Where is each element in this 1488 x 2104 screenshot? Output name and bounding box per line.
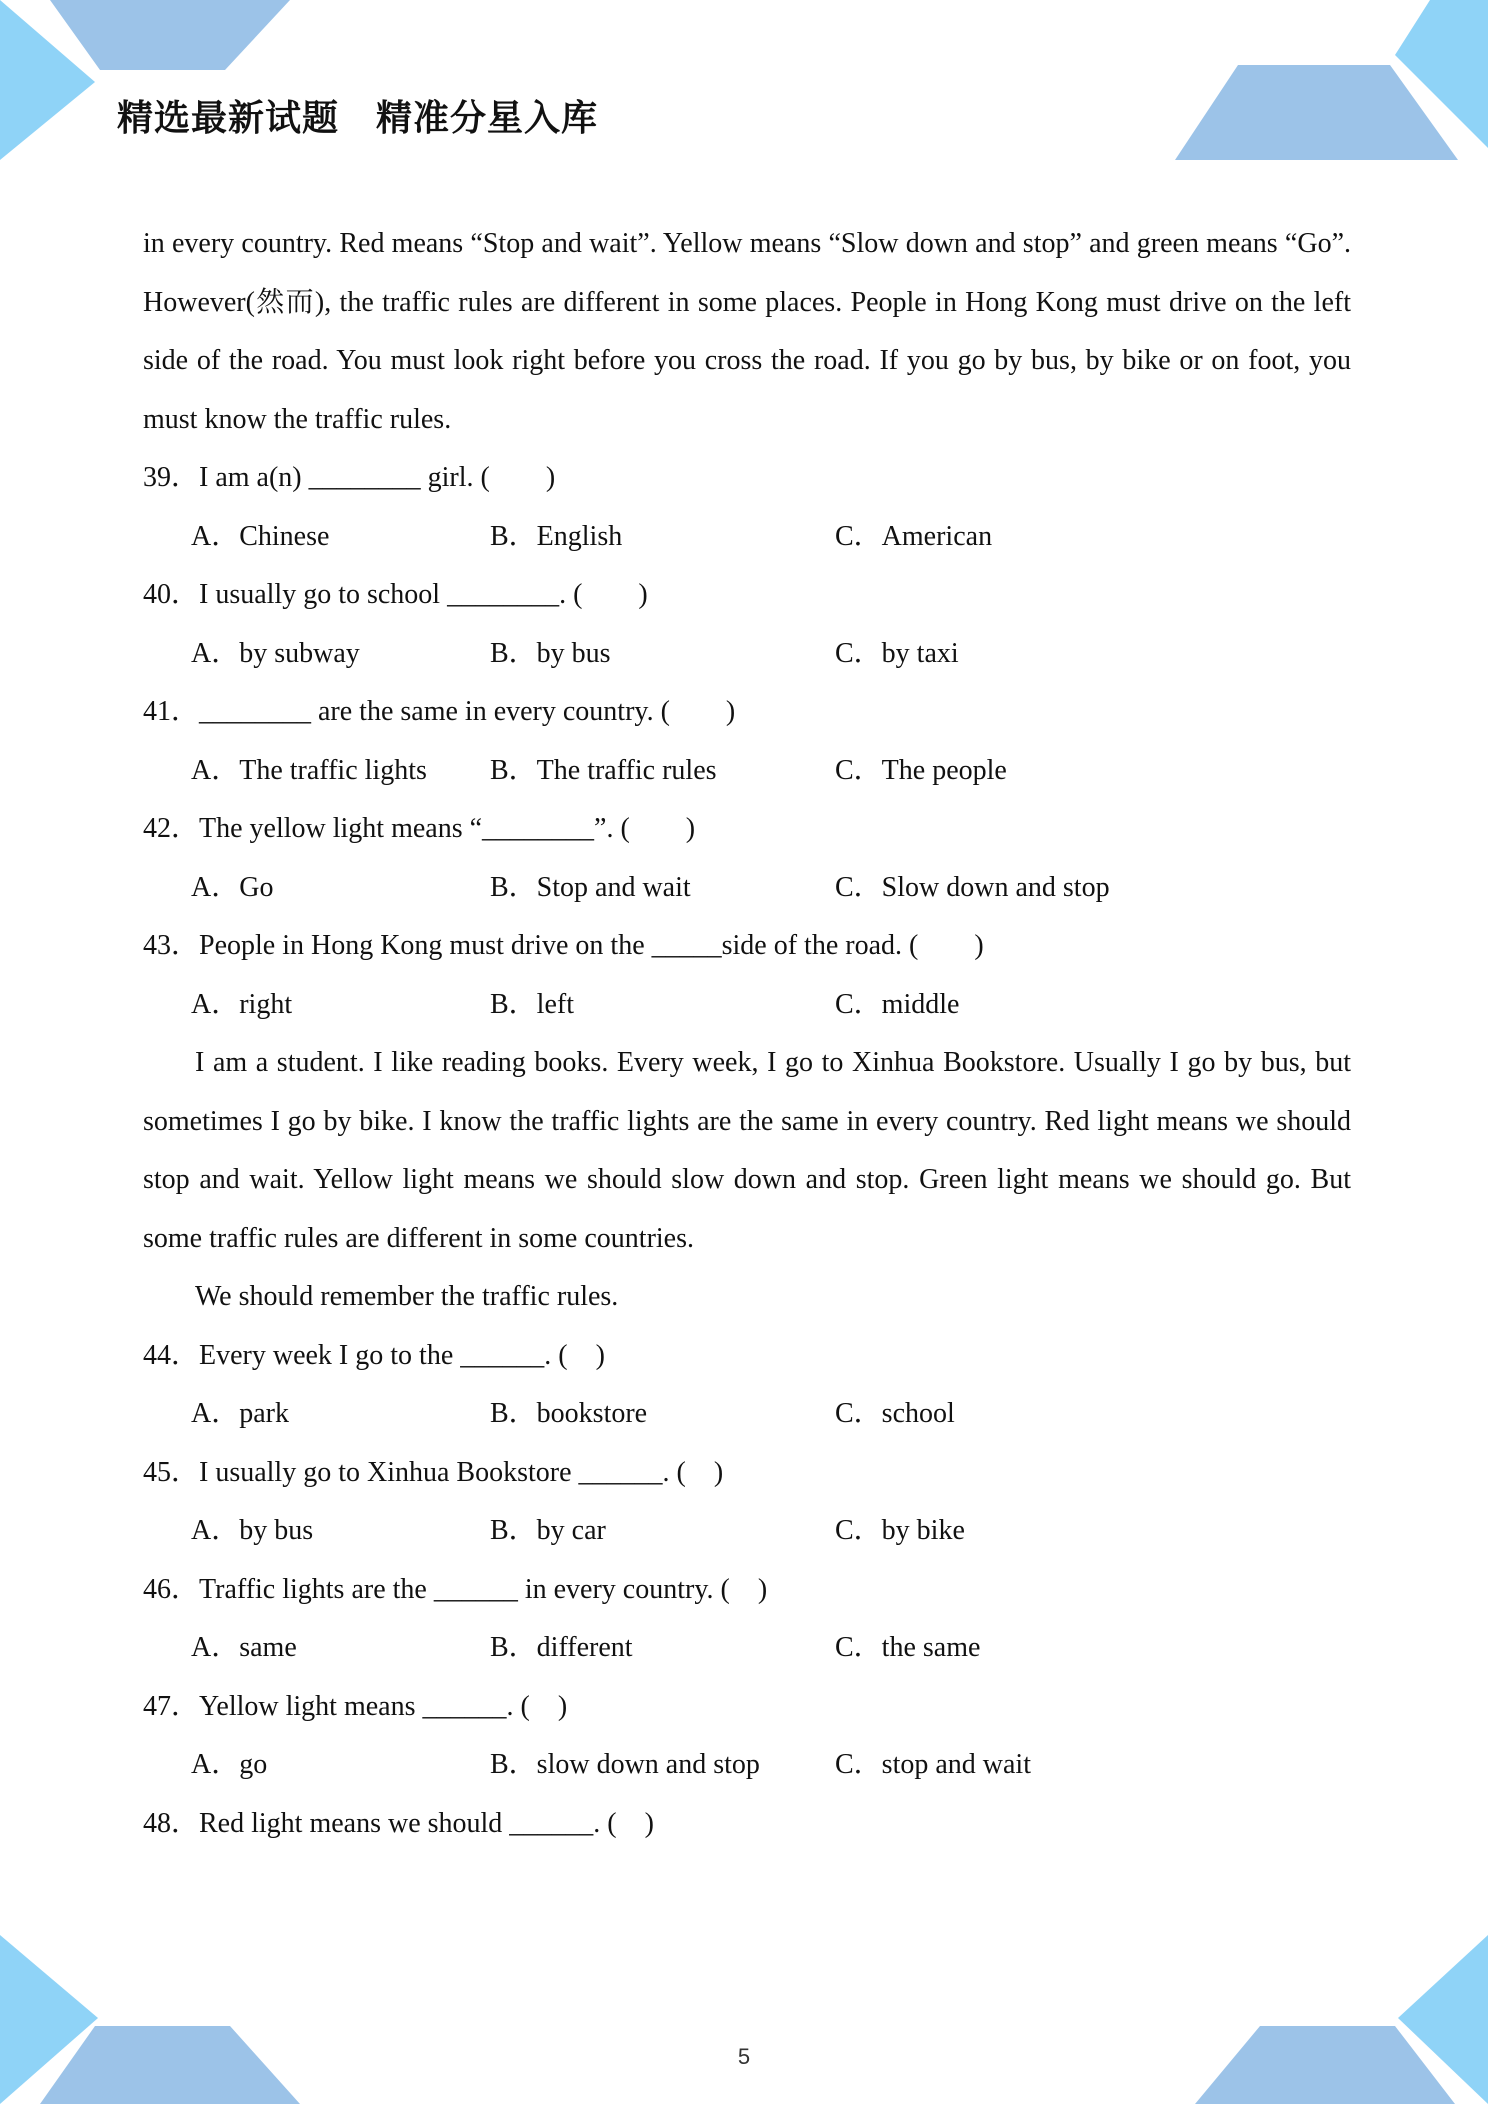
option-a: A．Chinese: [191, 520, 330, 552]
option-b: B．slow down and stop: [490, 1749, 760, 1780]
option-c: C．The people: [835, 754, 1007, 786]
option-b: B．by bus: [490, 637, 611, 669]
option-b: B．bookstore: [490, 1398, 648, 1429]
header-title: 精选最新试题 精准分星入库: [117, 98, 599, 139]
question-stem: 42．The yellow light means “________”. ( ): [143, 813, 696, 844]
page-content: [143, 215, 1351, 1853]
question-46: [143, 1561, 1351, 1678]
option-c: C．school: [835, 1398, 955, 1429]
top-right-trapezoid: [1175, 65, 1458, 160]
option-b: B．by car: [490, 1515, 606, 1546]
option-c: C．American: [835, 520, 993, 552]
options-row: [143, 1502, 1351, 1561]
option-b: B．different: [490, 1632, 633, 1663]
question-stem: 40．I usually go to school ________. ( ): [143, 579, 648, 610]
question-45: [143, 1444, 1351, 1561]
question-stem: 44．Every week I go to the ______. ( ): [143, 1339, 605, 1371]
option-a: A．right: [191, 988, 293, 1020]
option-c: C．by bike: [835, 1515, 965, 1546]
top-left-trapezoid: [50, 0, 290, 70]
question-stem: 48．Red light means we should ______. ( ): [143, 1807, 654, 1839]
question-43: [143, 917, 1351, 1034]
option-a: A．The traffic lights: [191, 754, 427, 786]
option-a: A．Go: [191, 871, 274, 903]
options-row: [143, 742, 1351, 801]
options-row: [143, 859, 1351, 918]
options-row: [143, 976, 1351, 1035]
question-40: [143, 566, 1351, 683]
option-b: B．left: [490, 988, 574, 1020]
question-stem: 41．________ are the same in every country. ( ): [143, 696, 736, 727]
passage-paragraph: I am a student. I like reading books. Every week, I go to Xinhua Bookstore. Usually I go by bus, but sometimes I go by bike. I know the traffic lights are the same in every country. Red light means we should stop and wait. Yellow light means we should slow down and stop. Green light means we should go. But some traffic rules are different in some countries.: [143, 1047, 1351, 1254]
option-a: A．park: [191, 1398, 289, 1429]
question-39: [143, 449, 1351, 566]
options-row: [143, 1619, 1351, 1678]
option-b: B．English: [490, 520, 623, 552]
question-stem: 47．Yellow light means ______. ( ): [143, 1690, 568, 1722]
option-c: C．stop and wait: [835, 1749, 1031, 1780]
question-48: [143, 1795, 1351, 1854]
question-42: [143, 800, 1351, 917]
passage-paragraph: We should remember the traffic rules.: [195, 1281, 619, 1312]
options-row: [143, 1385, 1351, 1444]
option-b: B．The traffic rules: [490, 754, 717, 786]
question-44: [143, 1327, 1351, 1444]
question-stem: 39．I am a(n) ________ girl. ( ): [143, 462, 556, 493]
passage-paragraph: in every country. Red means “Stop and wait”. Yellow means “Slow down and stop” and green means “Go”. However(然而), the traffic rules are different in some places. People in Hong Kong must drive on the left side of the road. You must look right before you cross the road. If you go by bus, by bike or on foot, you must know the traffic rules.: [143, 228, 1351, 435]
option-b: B．Stop and wait: [490, 871, 691, 903]
option-c: C．middle: [835, 988, 960, 1020]
option-a: A．by bus: [191, 1515, 314, 1546]
option-a: A．same: [191, 1632, 297, 1663]
option-a: A．by subway: [191, 637, 360, 669]
options-row: [143, 625, 1351, 684]
question-41: [143, 683, 1351, 800]
question-stem: 45．I usually go to Xinhua Bookstore ______. ( ): [143, 1456, 724, 1488]
option-a: A．go: [191, 1749, 268, 1780]
question-stem: 43．People in Hong Kong must drive on the _____side of the road. ( ): [143, 930, 984, 961]
question-47: [143, 1678, 1351, 1795]
question-stem: 46．Traffic lights are the ______ in every country. ( ): [143, 1573, 768, 1605]
options-row: [143, 1736, 1351, 1795]
page-number: 5: [737, 2044, 751, 2069]
option-c: C．the same: [835, 1632, 981, 1663]
options-row: [143, 508, 1351, 567]
option-c: C．Slow down and stop: [835, 871, 1110, 903]
option-c: C．by taxi: [835, 637, 959, 669]
